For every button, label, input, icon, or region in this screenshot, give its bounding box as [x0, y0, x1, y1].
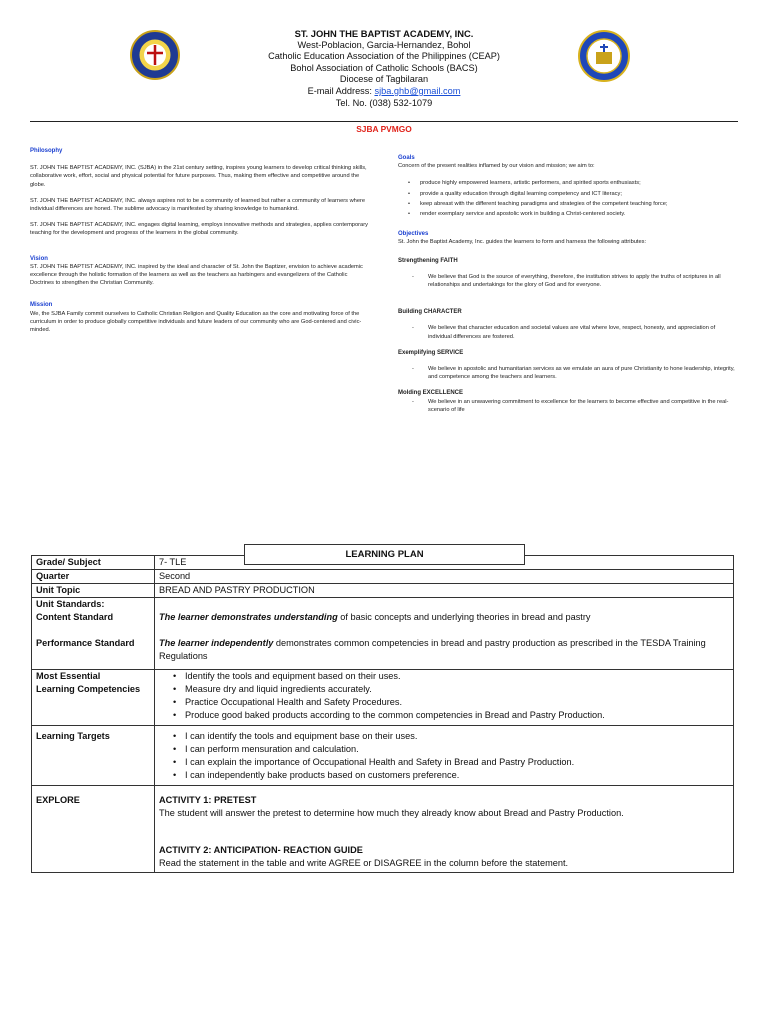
goals-list: [398, 179, 740, 218]
right-column: [398, 154, 740, 414]
philosophy-heading: Philosophy: [30, 148, 63, 154]
table-row: [32, 570, 734, 584]
excellence-item: - We believe in an unwavering commitment to excellence for the learners to become effective and competitive in the real-scenario of life: [412, 398, 729, 413]
excellence-text: We believe in an unwavering commitment to excellence for the learners to become effective and competitive in the real-scenario of life: [428, 398, 729, 413]
activity-1-heading: ACTIVITY 1: PRETEST: [159, 795, 257, 805]
melc-value: [155, 670, 734, 726]
list-item: • I can perform mensuration and calculation.: [173, 743, 729, 756]
table-row: [32, 786, 734, 873]
philosophy-paragraph-1: ST. JOHN THE BAPTIST ACADEMY, INC. (SJBA) in the 21st century setting, inspires young learners to develop critical thinking skills, collaborative work, effort, social and physical potential for future purposes. Thus, making them effective and competitive around the globe.: [30, 165, 367, 188]
learning-plan-table: [31, 555, 734, 873]
header-divider: [30, 121, 738, 122]
list-item: • produce highly empowered learners, artistic performers, and spirited sports enthusiasts;: [408, 179, 740, 187]
objectives-heading: Objectives: [398, 231, 429, 238]
mission-paragraph: We, the SJBA Family commit ourselves to Catholic Christian Religion and Quality Education as the core and motivating force of the curriculum in order to produce globally competitive individuals and future leaders of our community who are God-centered and civic-minded.: [30, 310, 362, 334]
goals-heading: Goals: [398, 155, 415, 161]
faith-item: - We believe that God is the source of everything, therefore, the institution strives to apply the truths of scriptures in all relationships and undertakings for the glory of God and for everyone.: [412, 273, 721, 289]
quarter-value: Second: [155, 570, 734, 584]
bacs-line: Bohol Association of Catholic Schools (BACS): [290, 62, 478, 73]
list-item: • I can identify the tools and equipment base on their uses.: [173, 730, 729, 743]
explore-label: EXPLORE: [32, 786, 155, 873]
ceap-line: Catholic Education Association of the Philippines (CEAP): [268, 51, 500, 62]
school-name: ST. JOHN THE BAPTIST ACADEMY, INC.: [294, 28, 474, 39]
learning-plan-title: LEARNING PLAN: [244, 544, 525, 565]
activity-2-text: Read the statement in the table and write AGREE or DISAGREE in the column before the statement.: [159, 858, 569, 868]
standards-label: [32, 598, 155, 670]
targets-value: [155, 726, 734, 786]
character-item: - We believe that character education and societal values are vital where love, respect, honesty, and appreciation of individual differences are fostered.: [412, 325, 716, 340]
list-item: • keep abreast with the different teaching paradigms and strategies of the competent teaching force;: [408, 200, 740, 208]
melc-label: Most Essential Learning Competencies: [32, 670, 155, 726]
topic-label: Unit Topic: [32, 584, 155, 598]
vision-paragraph: ST. JOHN THE BAPTIST ACADEMY, INC. inspired by the ideal and character of St. John the Baptizer, envision to achieve academic excellence through the holistic formation of the learners as well as the teachers as harbingers and evangelizers of the Catholic Doctrines to strengthen the Christian Community.: [30, 263, 363, 287]
service-heading: Exemplifying SERVICE: [398, 349, 464, 356]
service-text: We believe in apostolic and humanitarian services as we emulate an aura of pure Christianity to hone leadership, integrity, and competence among the teachers and learners.: [428, 366, 735, 381]
character-text: We believe that character education and societal values are vital where love, respect, honesty, and appreciation of individual differences are fostered.: [428, 325, 716, 340]
list-item: • I can independently bake products based on customers preference.: [173, 769, 729, 782]
faith-text: We believe that God is the source of everything, therefore, the institution strives to apply the truths of scriptures in all relationships and undertakings for the glory of God and for everyone.: [428, 273, 721, 289]
standards-value: [155, 598, 734, 670]
activity-1-text: The student will answer the pretest to determine how much they already know about Bread and Pastry Production.: [159, 808, 624, 818]
list-item: • render exemplary service and apostolic work in building a Christ-centered society.: [408, 210, 740, 218]
character-heading: Building CHARACTER: [398, 309, 462, 316]
faith-heading: Strengthening FAITH: [398, 257, 458, 264]
grade-value: 7- TLE: [155, 556, 734, 570]
list-item: • Produce good baked products according to the common competencies in Bread and Pastry Production.: [173, 709, 729, 722]
list-item: • Measure dry and liquid ingredients accurately.: [173, 683, 729, 696]
school-address: West-Poblacion, Garcia-Hernandez, Bohol: [297, 39, 471, 50]
performance-standard-label: Performance Standard: [36, 638, 135, 648]
letterhead: [0, 28, 768, 109]
unit-standards-label: Unit Standards:: [36, 599, 105, 609]
excellence-heading: Molding EXCELLENCE: [398, 390, 463, 397]
table-row: [32, 726, 734, 786]
list-item: • provide a quality education through digital learning competency and ICT literacy;: [408, 190, 740, 198]
explore-value: [155, 786, 734, 873]
tel-line: Tel. No. (038) 532-1079: [335, 97, 433, 108]
content-standard-text: The learner demonstrates understanding of basic concepts and underlying theories in bread and pastry: [159, 612, 591, 622]
list-item: • I can explain the importance of Occupational Health and Safety in Bread and Pastry Production.: [173, 756, 729, 769]
email-line: [0, 86, 768, 98]
list-item: • Practice Occupational Health and Safety Procedures.: [173, 696, 729, 709]
email-label: E-mail Address:: [307, 85, 375, 96]
table-row: [32, 598, 734, 670]
topic-value: BREAD AND PASTRY PRODUCTION: [155, 584, 734, 598]
content-standard-label: Content Standard: [36, 612, 114, 622]
left-column: [30, 147, 372, 334]
activity-2-heading: ACTIVITY 2: ANTICIPATION- REACTION GUIDE: [159, 845, 363, 855]
table-row: [32, 584, 734, 598]
pvmgo-title: SJBA PVMGO: [356, 124, 412, 134]
performance-standard-text: The learner independently demonstrates common competencies in bread and pastry production as prescribed in the TESDA Training Regulations: [159, 638, 706, 661]
mission-heading: Mission: [30, 302, 53, 309]
table-row: [32, 670, 734, 726]
melc-list: [159, 670, 729, 722]
vision-heading: Vision: [30, 255, 48, 262]
diocese-line: Diocese of Tagbilaran: [339, 74, 429, 85]
email-link[interactable]: sjba.ghb@gmail.com: [374, 85, 461, 96]
quarter-label: Quarter: [32, 570, 155, 584]
service-item: - We believe in apostolic and humanitarian services as we emulate an aura of pure Christianity to hone leadership, integrity, and competence among the teachers and learners.: [412, 366, 735, 381]
targets-label: Learning Targets: [32, 726, 155, 786]
philosophy-paragraph-2: ST. JOHN THE BAPTIST ACADEMY, INC. always aspires not to be a community of learned but rather a community of learners where individual differences are honed. The sublime advocacy is manifested by sharing knowledge to humankind.: [30, 197, 366, 213]
objectives-intro: St. John the Baptist Academy, Inc. guides the learners to form and harness the following attributes:: [398, 239, 647, 246]
philosophy-paragraph-3: ST. JOHN THE BAPTIST ACADEMY, INC. engages digital learning, employs innovative methods and strategies, applies contemporary teaching for the development and progress of the learners in the global community.: [30, 222, 368, 237]
goals-intro: Concern of the present realities inflamed by our vision and mission; we aim to:: [398, 163, 595, 170]
targets-list: [159, 730, 729, 782]
grade-label: Grade/ Subject: [32, 556, 155, 570]
list-item: • Identify the tools and equipment based on their uses.: [173, 670, 729, 683]
